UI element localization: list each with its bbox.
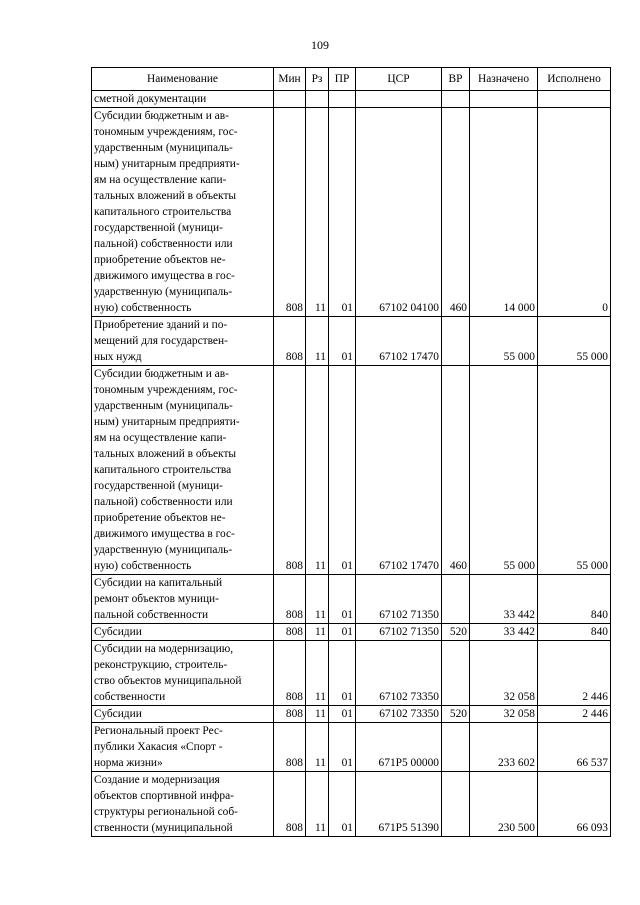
table-row [92, 575, 611, 624]
cell-assigned: 32 058 [470, 706, 538, 723]
col-header-assigned: Назначено [470, 68, 538, 91]
cell-pr: 01 [329, 108, 356, 317]
cell-vr: 460 [442, 366, 470, 575]
cell-csr: 67102 71350 [356, 624, 442, 641]
cell-name: сметной документации [92, 91, 274, 108]
cell-rz: 11 [306, 624, 329, 641]
cell-rz: 11 [306, 641, 329, 706]
cell-csr: 67102 73350 [356, 641, 442, 706]
cell-vr: 520 [442, 706, 470, 723]
cell-vr: 520 [442, 624, 470, 641]
cell-assigned: 55 000 [470, 317, 538, 366]
cell-min: 808 [274, 706, 306, 723]
cell-rz: 11 [306, 575, 329, 624]
cell-executed: 66 537 [538, 723, 611, 772]
cell-min: 808 [274, 772, 306, 837]
table-row [92, 366, 611, 575]
cell-executed: 2 446 [538, 706, 611, 723]
budget-table [91, 67, 611, 837]
table-header-row [92, 68, 611, 91]
cell-assigned [470, 91, 538, 108]
cell-min: 808 [274, 317, 306, 366]
cell-executed [538, 91, 611, 108]
cell-assigned: 55 000 [470, 366, 538, 575]
cell-csr: 67102 71350 [356, 575, 442, 624]
cell-rz [306, 91, 329, 108]
cell-pr: 01 [329, 723, 356, 772]
cell-name: Субсидии [92, 706, 274, 723]
cell-pr: 01 [329, 317, 356, 366]
cell-vr: 460 [442, 108, 470, 317]
cell-executed: 0 [538, 108, 611, 317]
table-row [92, 108, 611, 317]
cell-assigned: 230 500 [470, 772, 538, 837]
cell-pr: 01 [329, 624, 356, 641]
col-header-executed: Исполнено [538, 68, 611, 91]
cell-assigned: 233 602 [470, 723, 538, 772]
cell-pr: 01 [329, 706, 356, 723]
table-row [92, 723, 611, 772]
cell-vr [442, 317, 470, 366]
cell-pr: 01 [329, 641, 356, 706]
table-row [92, 624, 611, 641]
table-row [92, 772, 611, 837]
cell-rz: 11 [306, 317, 329, 366]
cell-pr [329, 91, 356, 108]
cell-executed: 840 [538, 624, 611, 641]
col-header-name: Наименование [92, 68, 274, 91]
cell-csr: 671Р5 51390 [356, 772, 442, 837]
cell-assigned: 33 442 [470, 624, 538, 641]
cell-csr: 67102 17470 [356, 317, 442, 366]
col-header-csr: ЦСР [356, 68, 442, 91]
cell-executed: 840 [538, 575, 611, 624]
cell-vr [442, 772, 470, 837]
cell-csr: 67102 04100 [356, 108, 442, 317]
cell-vr [442, 91, 470, 108]
cell-vr [442, 723, 470, 772]
cell-min: 808 [274, 575, 306, 624]
cell-pr: 01 [329, 366, 356, 575]
table-row [92, 91, 611, 108]
cell-executed: 66 093 [538, 772, 611, 837]
cell-rz: 11 [306, 723, 329, 772]
cell-csr: 67102 17470 [356, 366, 442, 575]
cell-pr: 01 [329, 575, 356, 624]
cell-assigned: 33 442 [470, 575, 538, 624]
cell-min: 808 [274, 723, 306, 772]
cell-executed: 2 446 [538, 641, 611, 706]
cell-executed: 55 000 [538, 317, 611, 366]
page-number: 109 [311, 38, 329, 52]
cell-rz: 11 [306, 108, 329, 317]
cell-name: Субсидии [92, 624, 274, 641]
cell-name: Субсидии бюджетным и ав- тономным учреждениям, гос- ударственным (муниципаль- ным) унитарным предприяти- ям на осуществление капи- тальных вложений в объекты капитального строительства государственной (муници- пальной) собственности или приобретение объектов не- движимого имущества в гос- ударственную (муниципаль- ную) собственность [92, 108, 274, 317]
col-header-vr: ВР [442, 68, 470, 91]
cell-min [274, 91, 306, 108]
cell-name: Приобретение зданий и по- мещений для государствен- ных нужд [92, 317, 274, 366]
col-header-rz: Рз [306, 68, 329, 91]
table-row [92, 317, 611, 366]
cell-min: 808 [274, 108, 306, 317]
col-header-pr: ПР [329, 68, 356, 91]
cell-csr: 67102 73350 [356, 706, 442, 723]
cell-assigned: 14 000 [470, 108, 538, 317]
cell-name: Субсидии на капитальный ремонт объектов муници- пальной собственности [92, 575, 274, 624]
cell-name: Создание и модернизация объектов спортивной инфра- структуры региональной соб- ственности (муниципальной [92, 772, 274, 837]
cell-min: 808 [274, 366, 306, 575]
table-row [92, 706, 611, 723]
cell-name: Субсидии на модернизацию, реконструкцию, строитель- ство объектов муниципальной собственности [92, 641, 274, 706]
cell-rz: 11 [306, 706, 329, 723]
cell-vr [442, 575, 470, 624]
cell-rz: 11 [306, 772, 329, 837]
col-header-min: Мин [274, 68, 306, 91]
cell-rz: 11 [306, 366, 329, 575]
cell-assigned: 32 058 [470, 641, 538, 706]
cell-csr [356, 91, 442, 108]
cell-name: Региональный проект Рес- публики Хакасия «Спорт - норма жизни» [92, 723, 274, 772]
cell-pr: 01 [329, 772, 356, 837]
cell-min: 808 [274, 624, 306, 641]
cell-executed: 55 000 [538, 366, 611, 575]
cell-vr [442, 641, 470, 706]
table-row [92, 641, 611, 706]
cell-name: Субсидии бюджетным и ав- тономным учреждениям, гос- ударственным (муниципаль- ным) унитарным предприяти- ям на осуществление капи- тальных вложений в объекты капитального строительства государственной (муници- пальной) собственности или приобретение объектов не- движимого имущества в гос- ударственную (муниципаль- ную) собственность [92, 366, 274, 575]
cell-csr: 671Р5 00000 [356, 723, 442, 772]
cell-min: 808 [274, 641, 306, 706]
